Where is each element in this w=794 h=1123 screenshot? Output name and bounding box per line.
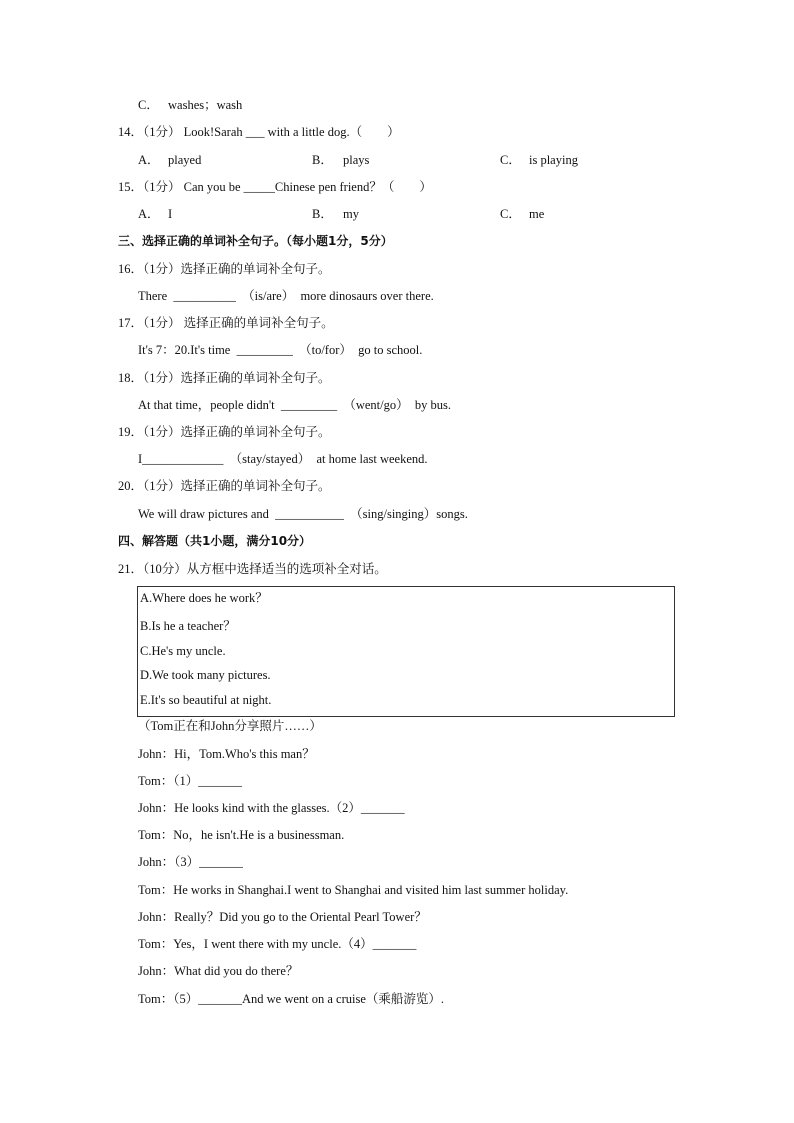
dialogue-line: John：（3）_______ bbox=[138, 855, 243, 869]
q18-stem: 18．（1分）选择正确的单词补全句子。 bbox=[118, 371, 331, 385]
q21-option-box bbox=[137, 586, 675, 717]
q21-context: （Tom正在和John分享照片……） bbox=[138, 719, 322, 733]
dialogue-line: Tom：（1）_______ bbox=[138, 774, 242, 788]
q21-box-item-d: D.We took many pictures. bbox=[140, 668, 271, 682]
q19-stem: 19．（1分）选择正确的单词补全句子。 bbox=[118, 425, 331, 439]
q20-sentence: We will draw pictures and ___________ （sing/singing）songs. bbox=[138, 507, 468, 521]
q21-box-item-e: E.It's so beautiful at night. bbox=[140, 693, 272, 707]
q21-box-item-c: C.He's my uncle. bbox=[140, 644, 226, 658]
q15-option-b-label: B． bbox=[312, 207, 333, 221]
q14-option-a-text: played bbox=[168, 153, 202, 167]
dialogue-line: John：Really？Did you go to the Oriental Pearl Tower？ bbox=[138, 910, 427, 924]
q16-sentence: There __________ （is/are） more dinosaurs over there. bbox=[138, 289, 434, 303]
q18-sentence: At that time，people didn't _________ （went/go） by bus. bbox=[138, 398, 451, 412]
q13-option-c-text: washes；wash bbox=[168, 98, 243, 112]
dialogue-line: Tom：No，he isn't.He is a businessman. bbox=[138, 828, 345, 842]
q14-option-c-text: is playing bbox=[529, 153, 578, 167]
q14-option-b-label: B． bbox=[312, 153, 333, 167]
q14-option-c-label: C． bbox=[500, 153, 521, 167]
q14-stem: 14．（1分） Look!Sarah ___ with a little dog.（ ） bbox=[118, 125, 400, 139]
q15-option-a-label: A． bbox=[138, 207, 160, 221]
q21-stem: 21．（10分）从方框中选择适当的选项补全对话。 bbox=[118, 562, 387, 576]
q15-option-c-label: C． bbox=[500, 207, 521, 221]
dialogue-line: John：He looks kind with the glasses.（2）_______ bbox=[138, 801, 405, 815]
q14-option-b-text: plays bbox=[343, 153, 370, 167]
q15-option-c-text: me bbox=[529, 207, 545, 221]
q15-option-a-text: I bbox=[168, 207, 173, 221]
q17-sentence: It's 7：20.It's time _________ （to/for） go to school. bbox=[138, 343, 423, 357]
q16-stem: 16．（1分）选择正确的单词补全句子。 bbox=[118, 262, 331, 276]
q15-stem: 15．（1分） Can you be _____Chinese pen friend？（ ） bbox=[118, 180, 432, 194]
dialogue-line: John：Hi，Tom.Who's this man？ bbox=[138, 747, 315, 761]
dialogue-line: Tom：He works in Shanghai.I went to Shanghai and visited him last summer holiday. bbox=[138, 883, 569, 897]
q14-option-a-label: A． bbox=[138, 153, 160, 167]
dialogue-line: Tom：（5）_______And we went on a cruise（乘船游览）. bbox=[138, 992, 445, 1006]
q20-stem: 20．（1分）选择正确的单词补全句子。 bbox=[118, 479, 331, 493]
dialogue-line: John：What did you do there？ bbox=[138, 964, 299, 978]
q15-option-b-text: my bbox=[343, 207, 359, 221]
dialogue-line: Tom：Yes，I went there with my uncle.（4）_______ bbox=[138, 937, 417, 951]
q13-option-c-label: C． bbox=[138, 98, 159, 112]
q21-box-item-b: B.Is he a teacher？ bbox=[140, 619, 236, 633]
q21-box-item-a: A.Where does he work？ bbox=[140, 591, 268, 605]
section-4-title: 四、解答题（共1小题，满分10分） bbox=[118, 534, 312, 548]
q19-sentence: I_____________ （stay/stayed） at home last weekend. bbox=[138, 452, 428, 466]
q17-stem: 17．（1分） 选择正确的单词补全句子。 bbox=[118, 316, 334, 330]
section-3-title: 三、选择正确的单词补全句子。（每小题1分，5分） bbox=[118, 234, 393, 248]
